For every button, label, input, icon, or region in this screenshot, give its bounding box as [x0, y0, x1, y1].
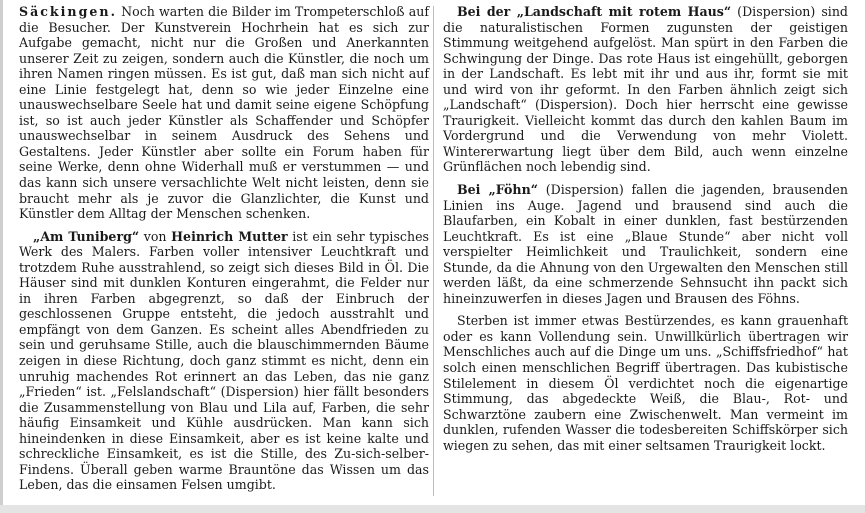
- dateline: Säckingen.: [19, 4, 117, 19]
- column-divider: [433, 6, 434, 496]
- left-column: [19, 4, 429, 493]
- scan-left-edge: [0, 0, 3, 513]
- paragraph-tuniberg: [19, 229, 429, 493]
- scan-bottom-edge: [0, 505, 865, 513]
- paragraph-intro: [19, 4, 429, 222]
- tuniberg-text: ist ein sehr typisches Werk des Malers. Farben voller intensiver Leuchtkraft und trotzdem Ruhe ausstrahlend, so zeigt sich dieses Bild in Öl. Die Häuser sind mit dunklen Konturen eingerahmt, die Felder nur in ihren Farben abgegrenzt, so daß der Einbruch der geschlossenen Gruppe entsteht, die jedoch ausstrahlt und empfängt von dem Ganzen. Es scheint alles Abendfrieden zu sein und geruhsame Stille, auch die blauschimmernden Bäume zeigen in diese Richtung, doch ganz stimmt es nicht, denn ein unruhig machendes Rot erinnert an das Leben, das nie ganz „Frieden“ ist. „Felslandschaft“ (Dispersion) hier fällt besonders die Zusammenstellung von Blau und Lila auf, Farben, die sehr häufig Einsamkeit und Kühle ausdrücken. Man kann sich hineindenken in diese Einsamkeit, aber es ist keine kalte und schreckliche Einsamkeit, es ist die Stille, des Zu-sich-selber-Findens. Überall geben warme Brauntöne das Wissen um das Leben, das die einsamen Felsen umgibt.: [19, 228, 429, 493]
- intro-text: Noch warten die Bilder im Trompeterschloß auf die Besucher. Der Kunstverein Hochrhein hat es sich zur Aufgabe gemacht, nicht nur die Großen und Anerkannten unserer Zeit zu zeigen, sondern auch die Künstler, die noch um ihren Namen ringen müssen. Es ist gut, daß man sich nicht auf eine Linie festgelegt hat, denn so wie jeder Einzelne eine unauswechselbare Seele hat und damit seine eigene Schöpfung ist, so ist auch jeder Künstler als Schaffender und Schöpfer unauswechselbar in seinem Ausdruck des Sehens und Gestaltens. Jeder Künstler aber sollte ein Forum haben für seine Werke, denn ohne Widerhall muß er verstummen — und das kann sich unsere versachlichte Welt nicht leisten, denn sie braucht mehr als je zuvor die Glanzlichter, die Kunst und Künstler dem Alltag der Menschen schenken.: [19, 4, 429, 222]
- right-column: [443, 4, 848, 453]
- artwork-title-tuniberg: „Am Tuniberg“: [33, 228, 140, 244]
- paragraph-foehn: [443, 182, 848, 306]
- artist-name: Heinrich Mutter: [171, 228, 288, 244]
- paragraph-rotes-haus: [443, 4, 848, 175]
- rotes-haus-text: (Dispersion) sind die naturalistischen Formen zugunsten der geistigen Stimmung weitgehend aufgelöst. Man spürt in den Farben die Schwingung der Dinge. Das rote Haus ist eingehüllt, geborgen in der Landschaft. Es lebt mit ihr und aus ihr, formt sie mit und wird von ihr geformt. In den Farben ähnlich zeigt sich „Landschaft“ (Dispersion). Doch hier herrscht eine gewisse Traurigkeit. Vielleicht kommt das durch den kahlen Baum im Vordergrund und die Verwendung von mehr Violett. Wintererwartung liegt über dem Bild, auch wenn einzelne Grünflächen noch lebendig sind.: [443, 4, 848, 175]
- rotes-haus-lead: Bei der „Landschaft mit rotem Haus“: [457, 4, 732, 19]
- schiffsfriedhof-text: Sterben ist immer etwas Bestürzendes, es kann grauenhaft oder es kann Vollendung sein. Unwillkürlich übertragen wir Menschliches auch auf die Dinge um uns. „Schiffsfriedhof“ hat solch einen menschlichen Begriff übertragen. Das kubistische Stilelement in diesem Öl verdichtet noch die eigenartige Stimmung, das abgedeckte Weiß, die Blau-, Rot- und Schwarztöne zaubern eine Zwischenwelt. Man vermeint im dunklen, rufenden Wasser die todesbereiten Schiffskörper sich wiegen zu sehen, das mit einer seltsamen Traurigkeit lockt.: [443, 313, 848, 453]
- foehn-text: (Dispersion) fallen die jagenden, brausenden Linien ins Auge. Jagend und brausend sind auch die Blaufarben, ein Kobalt in einer dunklen, fast bestürzenden Leuchtkraft. Es ist eine „Blaue Stunde“ aber nicht voll verspielter Heimlichkeit und Traulichkeit, sondern eine Stunde, da die Ahnung von den Urgewalten den Menschen still werden läßt, da eine schmerzende Sehnsucht ihn packt sich hineinzuwerfen in dieses Jagen und Brausen des Föhns.: [443, 182, 848, 306]
- paragraph-schiffsfriedhof: [443, 313, 848, 453]
- von-text: von: [139, 228, 172, 244]
- foehn-lead: Bei „Föhn“: [457, 182, 538, 198]
